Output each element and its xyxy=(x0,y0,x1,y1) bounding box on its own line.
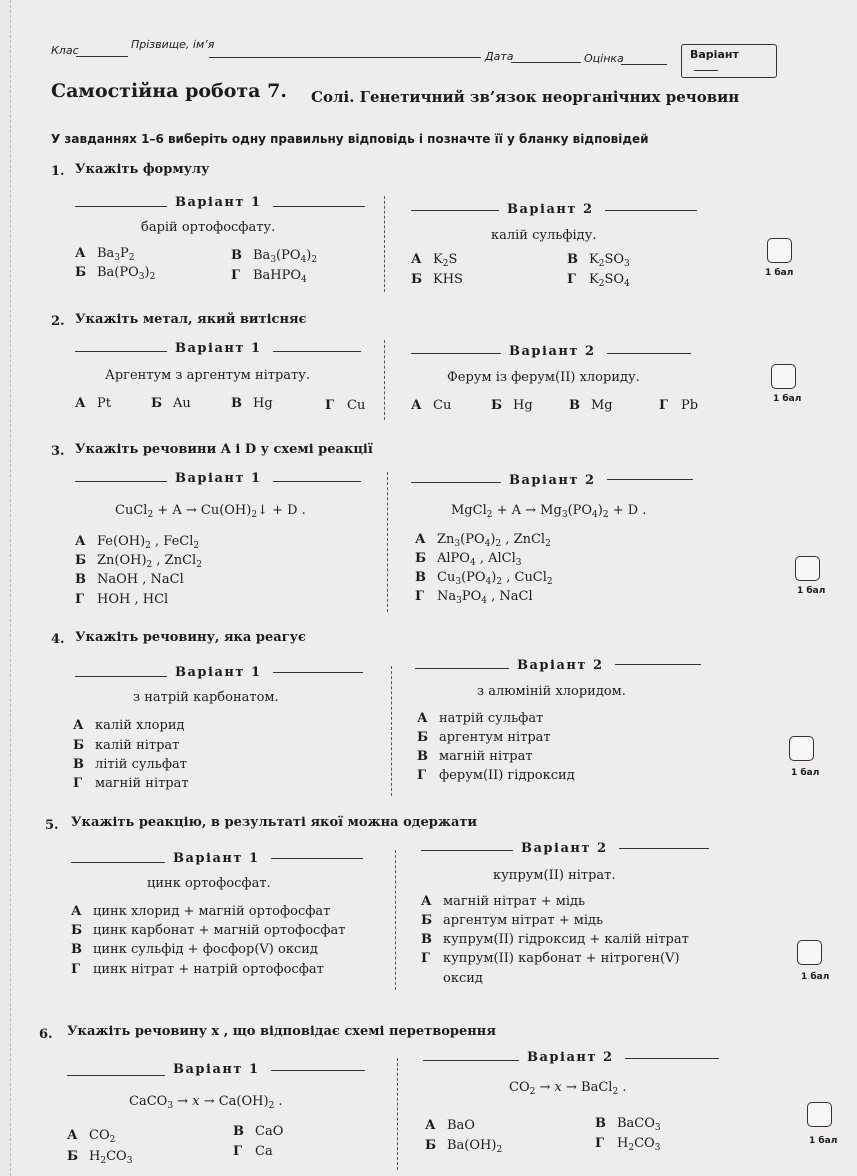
rule xyxy=(625,1058,719,1059)
variant2-prompt: з алюміній хлоридом. xyxy=(477,684,626,699)
rule xyxy=(75,351,167,352)
option-a: А $Ba_3P_2$ xyxy=(75,246,135,263)
option-g: Г BaHPO$_4$ xyxy=(231,268,307,285)
variant2-heading: Варіант 2 xyxy=(509,473,596,488)
variant2-scheme: $CO_2 \to x$ → BaCl$_2$ . xyxy=(509,1080,627,1097)
option-v: В NaOH , NaCl xyxy=(75,572,184,587)
option-b: Б AlPO$_4$ , AlCl$_3$ xyxy=(415,551,522,568)
option-v: В Hg xyxy=(231,396,273,411)
variant-divider xyxy=(395,850,396,990)
name-field[interactable] xyxy=(209,57,481,58)
variant2-heading: Варіант 2 xyxy=(507,202,594,217)
rule xyxy=(273,206,365,207)
rule xyxy=(273,351,361,352)
rule xyxy=(273,481,361,482)
task-number: 1. xyxy=(51,164,65,179)
variant-divider xyxy=(397,1058,398,1170)
option-b: Б Hg xyxy=(491,398,533,413)
rule xyxy=(271,1070,365,1071)
option-a: А магній нітрат + мідь xyxy=(421,894,586,909)
task-number: 4. xyxy=(51,632,65,647)
option-b: Б цинк карбонат + магній ортофосфат xyxy=(71,923,346,938)
variant2-scheme: MgCl$_2$ + $A \to Mg_3(PO_4)_2 + D$ . xyxy=(451,503,647,520)
variant2-heading: Варіант 2 xyxy=(521,841,608,856)
option-b: Б аргентум нітрат + мідь xyxy=(421,913,604,928)
variant2-prompt: Ферум із ферум(II) хлориду. xyxy=(447,370,640,385)
option-g: Г $Na_3PO_4$ , NaCl xyxy=(415,589,533,606)
variant2-prompt: калій сульфіду. xyxy=(491,228,597,243)
rule xyxy=(75,206,167,207)
grade-field[interactable] xyxy=(621,64,667,65)
task-number: 5. xyxy=(45,818,59,833)
answer-box[interactable] xyxy=(795,556,820,581)
variant1-heading: Варіант 1 xyxy=(175,195,262,210)
option-a: А $Zn_3(PO_4)_2$ , ZnCl$_2$ xyxy=(415,532,551,549)
task-question: Укажіть метал, який витісняє xyxy=(75,312,307,327)
option-g: Г ферум(II) гідроксид xyxy=(417,768,575,783)
task-question: Укажіть формулу xyxy=(75,162,210,177)
page-subtitle: Солі. Генетичний зв’язок неорганічних речовин xyxy=(311,88,740,106)
option-a: А цинк хлорид + магній ортофосфат xyxy=(71,904,331,919)
task-question: Укажіть речовину, яка реагує xyxy=(75,630,306,645)
variant1-heading: Варіант 1 xyxy=(175,665,262,680)
variant1-prompt: Аргентум з аргентум нітрату. xyxy=(105,368,311,383)
option-g: Г $K_2SO_4$ xyxy=(567,272,630,289)
option-b: Б $Ba(PO_3)_2$ xyxy=(75,265,156,282)
answer-box[interactable] xyxy=(771,364,796,389)
rule xyxy=(605,210,697,211)
name-label: Прізвище, ім’я xyxy=(131,38,215,51)
instructions: У завданнях 1–6 виберіть одну правильну відповідь і позначте її у бланку відповідей xyxy=(51,132,649,146)
variant-divider xyxy=(384,196,385,292)
variant2-heading: Варіант 2 xyxy=(509,344,596,359)
answer-box[interactable] xyxy=(807,1102,832,1127)
option-a: А $Fe(OH)_2$ , FeCl$_2$ xyxy=(75,534,200,551)
option-v: В літій сульфат xyxy=(73,757,187,772)
option-b: Б $Zn(OH)_2$ , ZnCl$_2$ xyxy=(75,553,202,570)
rule xyxy=(75,481,167,482)
option-v: В CaO xyxy=(233,1124,284,1139)
rule xyxy=(423,1060,519,1061)
grade-label: Оцінка xyxy=(584,52,624,65)
rule xyxy=(607,353,691,354)
task-question: Укажіть речовину x , що відповідає схемі перетворення xyxy=(67,1024,496,1039)
answer-box[interactable] xyxy=(789,736,814,761)
variant2-heading: Варіант 2 xyxy=(517,658,604,673)
points-label: 1 бал xyxy=(773,394,802,404)
option-g: Г цинк нітрат + натрій ортофосфат xyxy=(71,962,324,977)
option-b: Б KHS xyxy=(411,272,463,287)
option-a: А Cu xyxy=(411,398,452,413)
task-question: Укажіть речовини A і D у схемі реакції xyxy=(75,442,373,457)
option-v: В цинк сульфід + фосфор(V) оксид xyxy=(71,942,318,957)
date-label: Дата xyxy=(485,50,514,63)
option-v: В купрум(II) гідроксид + калій нітрат xyxy=(421,932,689,947)
rule xyxy=(71,862,165,863)
rule xyxy=(273,672,363,673)
rule xyxy=(411,210,499,211)
answer-box[interactable] xyxy=(797,940,822,965)
variant1-heading: Варіант 1 xyxy=(173,1062,260,1077)
option-v: В BaCO$_3$ xyxy=(595,1116,661,1133)
option-a: А калій хлорид xyxy=(73,718,185,733)
option-b: Б калій нітрат xyxy=(73,738,180,753)
variant2-prompt: купрум(II) нітрат. xyxy=(493,868,616,883)
task-number: 3. xyxy=(51,444,65,459)
variant2-heading: Варіант 2 xyxy=(527,1050,614,1065)
rule xyxy=(67,1075,165,1076)
rule xyxy=(615,664,701,665)
variant-box-label: Варіант xyxy=(690,48,739,61)
option-g: Г купрум(II) карбонат + нітроген(V) xyxy=(421,951,680,966)
option-a: А Pt xyxy=(75,396,111,411)
option-v: В Mg xyxy=(569,398,613,413)
option-g-continued: оксид xyxy=(443,971,483,986)
rule xyxy=(421,850,513,851)
option-a: А $K_2S$ xyxy=(411,252,458,269)
variant-field[interactable] xyxy=(694,70,718,71)
variant1-scheme: CaCO$_3$ → $x \to Ca(OH)_2$ . xyxy=(129,1094,283,1111)
option-v: В $K_2SO_3$ xyxy=(567,252,630,269)
page-title: Самостійна робота 7. xyxy=(51,80,287,102)
option-v: В $Cu_3(PO_4)_2$ , CuCl$_2$ xyxy=(415,570,553,587)
option-b: Б Au xyxy=(151,396,191,411)
rule xyxy=(271,858,363,859)
option-g: Г HOH , HCl xyxy=(75,592,169,607)
variant-box[interactable] xyxy=(681,44,777,78)
answer-box[interactable] xyxy=(767,238,792,263)
task-question: Укажіть реакцію, в результаті якої можна одержати xyxy=(71,815,478,830)
option-g: Г магній нітрат xyxy=(73,776,189,791)
points-label: 1 бал xyxy=(791,768,820,778)
rule xyxy=(607,479,693,480)
rule xyxy=(415,668,509,669)
option-b: Б $Ba(OH)_2$ xyxy=(425,1138,503,1155)
points-label: 1 бал xyxy=(765,268,794,278)
variant1-prompt: барій ортофосфату. xyxy=(141,220,276,235)
class-label: Клас xyxy=(51,44,79,57)
task-number: 2. xyxy=(51,314,65,329)
option-g: Г Pb xyxy=(659,398,699,413)
variant1-prompt: з натрій карбонатом. xyxy=(133,690,279,705)
date-field[interactable] xyxy=(511,62,581,63)
variant-divider xyxy=(387,472,388,612)
points-label: 1 бал xyxy=(809,1136,838,1146)
option-a: А натрій сульфат xyxy=(417,711,544,726)
variant1-scheme: CuCl$_2$ + $A \to Cu(OH)_2↓ + D$ . xyxy=(115,503,306,520)
class-field[interactable] xyxy=(76,56,128,57)
option-v: В магній нітрат xyxy=(417,749,533,764)
variant-divider xyxy=(384,340,385,420)
variant1-heading: Варіант 1 xyxy=(175,341,262,356)
rule xyxy=(619,848,709,849)
variant1-prompt: цинк ортофосфат. xyxy=(147,876,271,891)
option-b: Б аргентум нітрат xyxy=(417,730,551,745)
variant-divider xyxy=(391,666,392,796)
option-a: А $CO_2$ xyxy=(67,1128,116,1145)
option-a: А BaO xyxy=(425,1118,475,1133)
option-b: Б $H_2CO_3$ xyxy=(67,1149,133,1166)
variant1-heading: Варіант 1 xyxy=(173,851,260,866)
option-g: Г Ca xyxy=(233,1144,273,1159)
option-g: Г $H_2CO_3$ xyxy=(595,1136,661,1153)
points-label: 1 бал xyxy=(797,586,826,596)
task-number: 6. xyxy=(39,1027,53,1042)
worksheet-page xyxy=(10,0,857,1176)
option-g: Г Cu xyxy=(325,398,366,413)
variant1-heading: Варіант 1 xyxy=(175,471,262,486)
rule xyxy=(411,353,501,354)
points-label: 1 бал xyxy=(801,972,830,982)
rule xyxy=(75,676,167,677)
option-v: В $Ba_3(PO_4)_2$ xyxy=(231,248,318,265)
rule xyxy=(411,482,501,483)
